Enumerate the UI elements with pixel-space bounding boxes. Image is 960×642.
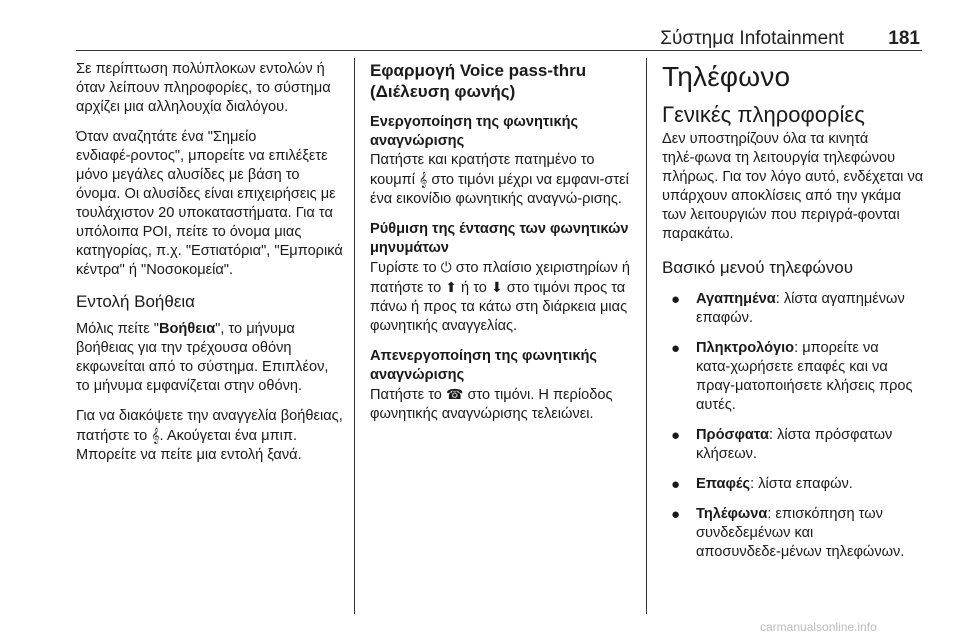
- paragraph-poi-search: Όταν αναζητάτε ένα "Σημείο ενδιαφέ‑ροντος", μπορείτε να επιλέξετε μόνο μεγάλες αλυσίδες με βάση το όνομα. Οι αλυσίδες είναι επιχειρήσεις με τουλάχιστον 20 υποκαταστήματα. Για τα υπόλοιπα POI, πείτε το όνομα μιας κατηγορίας, π.χ. "Εστιατόρια", "Εμπορικά κέντρα" ή "Νοσοκομεία".: [76, 129, 343, 278]
- volume-heading: Ρύθμιση της έντασης των φωνητικών μηνυμάτων: [370, 221, 629, 256]
- help-command-heading: Εντολή Βοήθεια: [76, 292, 196, 311]
- volume-up-icon: ⬆: [445, 279, 457, 295]
- activate-voice-recognition-heading: Ενεργοποίηση της φωνητικής αναγνώρισης: [370, 114, 579, 149]
- phone-main-menu-heading: Βασικό μενού τηλεφώνου: [662, 258, 854, 277]
- paragraph-help: Μόλις πείτε "Βοήθεια", το μήνυμα βοήθειας για την τρέχουσα οθόνη εκφωνείται από το σύστημα. Επιπλέον, το μήνυμα εμφανίζεται στην οθόνη.: [76, 321, 329, 394]
- column-divider-2: [646, 58, 647, 614]
- voice-button-icon: 𝄞: [151, 427, 160, 443]
- paragraph-volume: Γυρίστε το ⏻ στο πλαίσιο χειριστηρίων ή πατήστε το ⬆ ή το ⬇ στο τιμόνι προς τα πάνω ή προς τα κάτω στη διάρκεια μιας φωνητικής αναγγελίας.: [370, 259, 631, 334]
- phone-heading: Τηλέφωνο: [662, 61, 791, 92]
- column-3: [662, 60, 924, 573]
- deactivate-voice-recognition-heading: Απενεργοποίηση της φωνητικής αναγνώρισης: [370, 348, 598, 383]
- phone-menu-list: [662, 290, 924, 562]
- watermark: carmanualsonline.info: [760, 620, 877, 634]
- paragraph-phone-compat: Δεν υποστηρίζουν όλα τα κινητά τηλέ‑φωνα τη λειτουργία τηλεφώνου πλήρως. Για τον λόγο αυτό, ενδέχεται να υπάρχουν αποκλίσεις από την γκάμα των λειτουργιών που περιγρά‑φονται παρακάτω.: [662, 131, 924, 242]
- paragraph-interrupt-help: Για να διακόψετε την αναγγελία βοήθειας, πατήστε το 𝄞. Ακούγεται ένα μπιπ. Μπορείτε να πείτε μια εντολή ξανά.: [76, 408, 343, 463]
- voice-button-icon: 𝄞: [419, 171, 428, 187]
- page-header: [76, 24, 922, 51]
- column-2: [370, 60, 638, 424]
- voice-pass-thru-heading: Εφαρμογή Voice pass-thru (Διέλευση φωνής): [370, 61, 587, 101]
- list-item-recent: ● Πρόσφατα: λίστα πρόσφατων κλήσεων.: [671, 427, 893, 462]
- paragraph-deactivate: Πατήστε το ☎ στο τιμόνι. Η περίοδος φωνητικής αναγνώρισης τελειώνει.: [370, 386, 613, 422]
- power-volume-knob-icon: ⏻: [440, 259, 452, 275]
- general-info-heading: Γενικές πληροφορίες: [662, 102, 865, 127]
- paragraph-activate: Πατήστε και κρατήστε πατημένο το κουμπί 𝄞 στο τιμόνι μέχρι να εμφανι‑στεί ένα εικονίδιο φωνητικής αναγνώ‑ρισης.: [370, 152, 629, 207]
- help-keyword: Βοήθεια: [158, 321, 216, 337]
- list-item-keypad: ● Πληκτρολόγιο: μπορείτε να κατα‑χωρήσετε επαφές και να πραγ‑ματοποιήσετε κλήσεις προς αυτές.: [671, 340, 913, 413]
- list-item-favourites: ● Αγαπημένα: λίστα αγαπημένων επαφών.: [671, 291, 905, 326]
- volume-down-icon: ⬇: [490, 279, 503, 295]
- list-item-phones: ● Τηλέφωνα: επισκόπηση των συνδεδεμένων και αποσυνδεδε‑μένων τηλεφώνων.: [671, 506, 905, 560]
- paragraph-complex-commands: Σε περίπτωση πολύπλοκων εντολών ή όταν λείπουν πληροφορίες, το σύστημα αρχίζει μια αλληλουχία διαλόγου.: [76, 61, 331, 115]
- page-number: 181: [888, 28, 920, 49]
- hang-up-icon: ☎: [445, 386, 464, 402]
- header-title: Σύστημα Infotainment: [660, 28, 844, 49]
- column-divider-1: [354, 58, 355, 614]
- list-item-contacts: ● Επαφές: λίστα επαφών.: [671, 476, 853, 493]
- column-1: [76, 60, 344, 465]
